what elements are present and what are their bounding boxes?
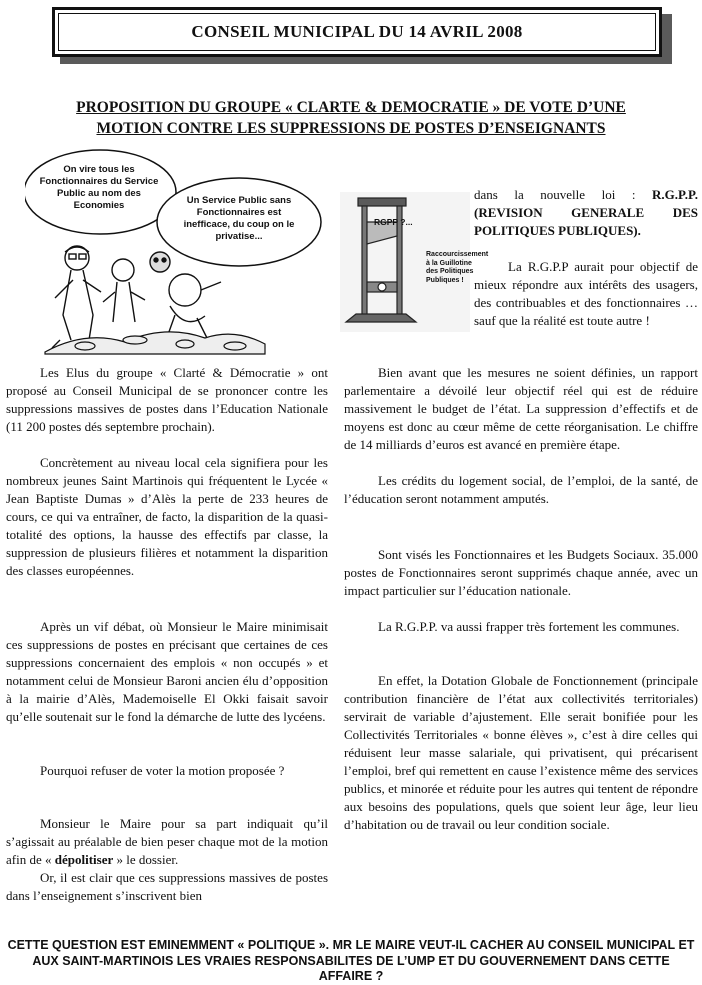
rgpp-definition: R.G.P.P. (REVISION GENERALE DES POLITIQUES PUBLIQUES). [474,187,698,238]
right-paragraph-1: Bien avant que les mesures ne soient définies, un rapport parlementaire a dévoilé leur objectif réel qui est de réduire massivement le budget de l’état. La suppression d’effectifs et de moyens est donc au cœur même de cette réorganisation. Le chiffre de 14 milliards d’euros est avancé en première étape. [344,365,698,452]
right-paragraph-3: Sont visés les Fonctionnaires et les Budgets Sociaux. 35.000 postes de Fonctionnaires seront supprimés chaque année, avec un impact particulier sur l’éducation nationale. [344,547,698,598]
speech-bubble-1-text: On vire tous les Fonctionnaires du Service Public au nom des Economies [39,164,159,211]
right-paragraph-2: Les crédits du logement social, de l’emploi, de la santé, de l’éducation seront notamment amputés. [344,473,698,506]
banner-title: CONSEIL MUNICIPAL DU 14 AVRIL 2008 [191,22,523,41]
guillotine-caption: Raccourcissement à la Guillotine des Politiques Publiques ! [426,251,489,284]
left-paragraph-4: Pourquoi refuser de voter la motion proposée ? [40,763,285,778]
cartoon-figure-middle [103,259,145,322]
guillotine-label: RGPP ?... [374,217,413,227]
left-paragraph-1: Les Elus du groupe « Clarté & Démocratie » ont proposé au Conseil Municipal de se prononcer contre les suppressions massives de postes dans l’Education Nationale (11 200 postes dés septembre prochain). [6,365,328,434]
left-paragraph-5 [6,815,328,869]
cartoon-figure-right [150,252,221,343]
left-paragraph-5-end: » le dossier. [113,852,179,867]
left-paragraph-2: Concrètement au niveau local cela signifiera pour les nombreux jeunes Saint Martinois qui fréquentent le Lycée « Jean Baptiste Dumas » d’Alès la perte de 233 heures de cours, ce qui va entraîner, de facto, la disparition de la quasi-totalité des options, la hausse des effectifs par classe, la suppression de plusieurs filières et notamment la disparition des classes européennes. [6,455,328,578]
title-banner [52,7,662,57]
right-intro-paragraph [474,186,698,240]
right-intro-text: dans la nouvelle loi : [474,187,652,202]
cartoon-figure-left [52,246,101,348]
left-paragraph-3: Après un vif débat, où Monsieur le Maire minimisait ces suppressions de postes en précisant que certaines de ces suppressions concernaient des emplois « non occupés » et notamment celui de Monsieur Baroni ancien élu d’opposition à la mairie d’Alès, Mademoiselle El Okki faisait savoir qu’elle soutenait sur le fond la démarche de lutte des lycéens. [6,619,328,724]
footer-statement: CETTE QUESTION EST EMINEMMENT « POLITIQUE ». MR LE MAIRE VEUT-IL CACHER AU CONSEIL MUNICIPAL ET AUX SAINT-MARTINOIS LES VRAIES RESPONSABILITES DE L’UMP ET DU GOUVERNEMENT DANS CETTE AFFAIRE ? [7,938,695,983]
depolitiser-word: dépolitiser [54,852,114,867]
left-paragraph-5-start: Monsieur le Maire pour sa part indiquait qu’il s’agissait au préalable de bien peser chaque mot de la motion afin de « [6,816,328,867]
left-paragraph-6: Or, il est clair que ces suppressions massives de postes dans l’enseignement s’inscrivent bien [6,870,328,903]
rgpp-objective-paragraph: La R.G.P.P aurait pour objectif de mieux répondre aux intérêts des usagers, des contribuables et des fonctionnaires …sauf que la réalité est toute autre ! [474,259,698,328]
speech-bubble-2-text: Un Service Public sans Fonctionnaires est inefficace, du coup on le privatise... [183,195,295,242]
right-paragraph-5: En effet, la Dotation Globale de Fonctionnement (principale contribution financière de l’état aux collectivités territoriales) servirait de variable d’ajustement. Elle serait bonifiée pour les Collectivités Territoriales « bonne élèves », c’est à dire celles qui réduisent leur masse salariale, qui privatisent, qui précarisent l’emploi, bref qui remettent en cause l’existence même des services publics, et minorée et réduite pour les autres qui tentent de répondre aux besoins des populations, quels que soient leur âge, leur lieu d’habitation ou de travail ou leur condition sociale. [344,673,698,832]
right-paragraph-4: La R.G.P.P. va aussi frapper très fortement les communes. [378,619,680,634]
headline-line-1: PROPOSITION DU GROUPE « CLARTE & DEMOCRATIE » DE VOTE D’UNE [76,99,626,116]
headline-line-2: MOTION CONTRE LES SUPPRESSIONS DE POSTES D’ENSEIGNANTS [96,120,606,137]
rubble-pile [45,332,265,354]
